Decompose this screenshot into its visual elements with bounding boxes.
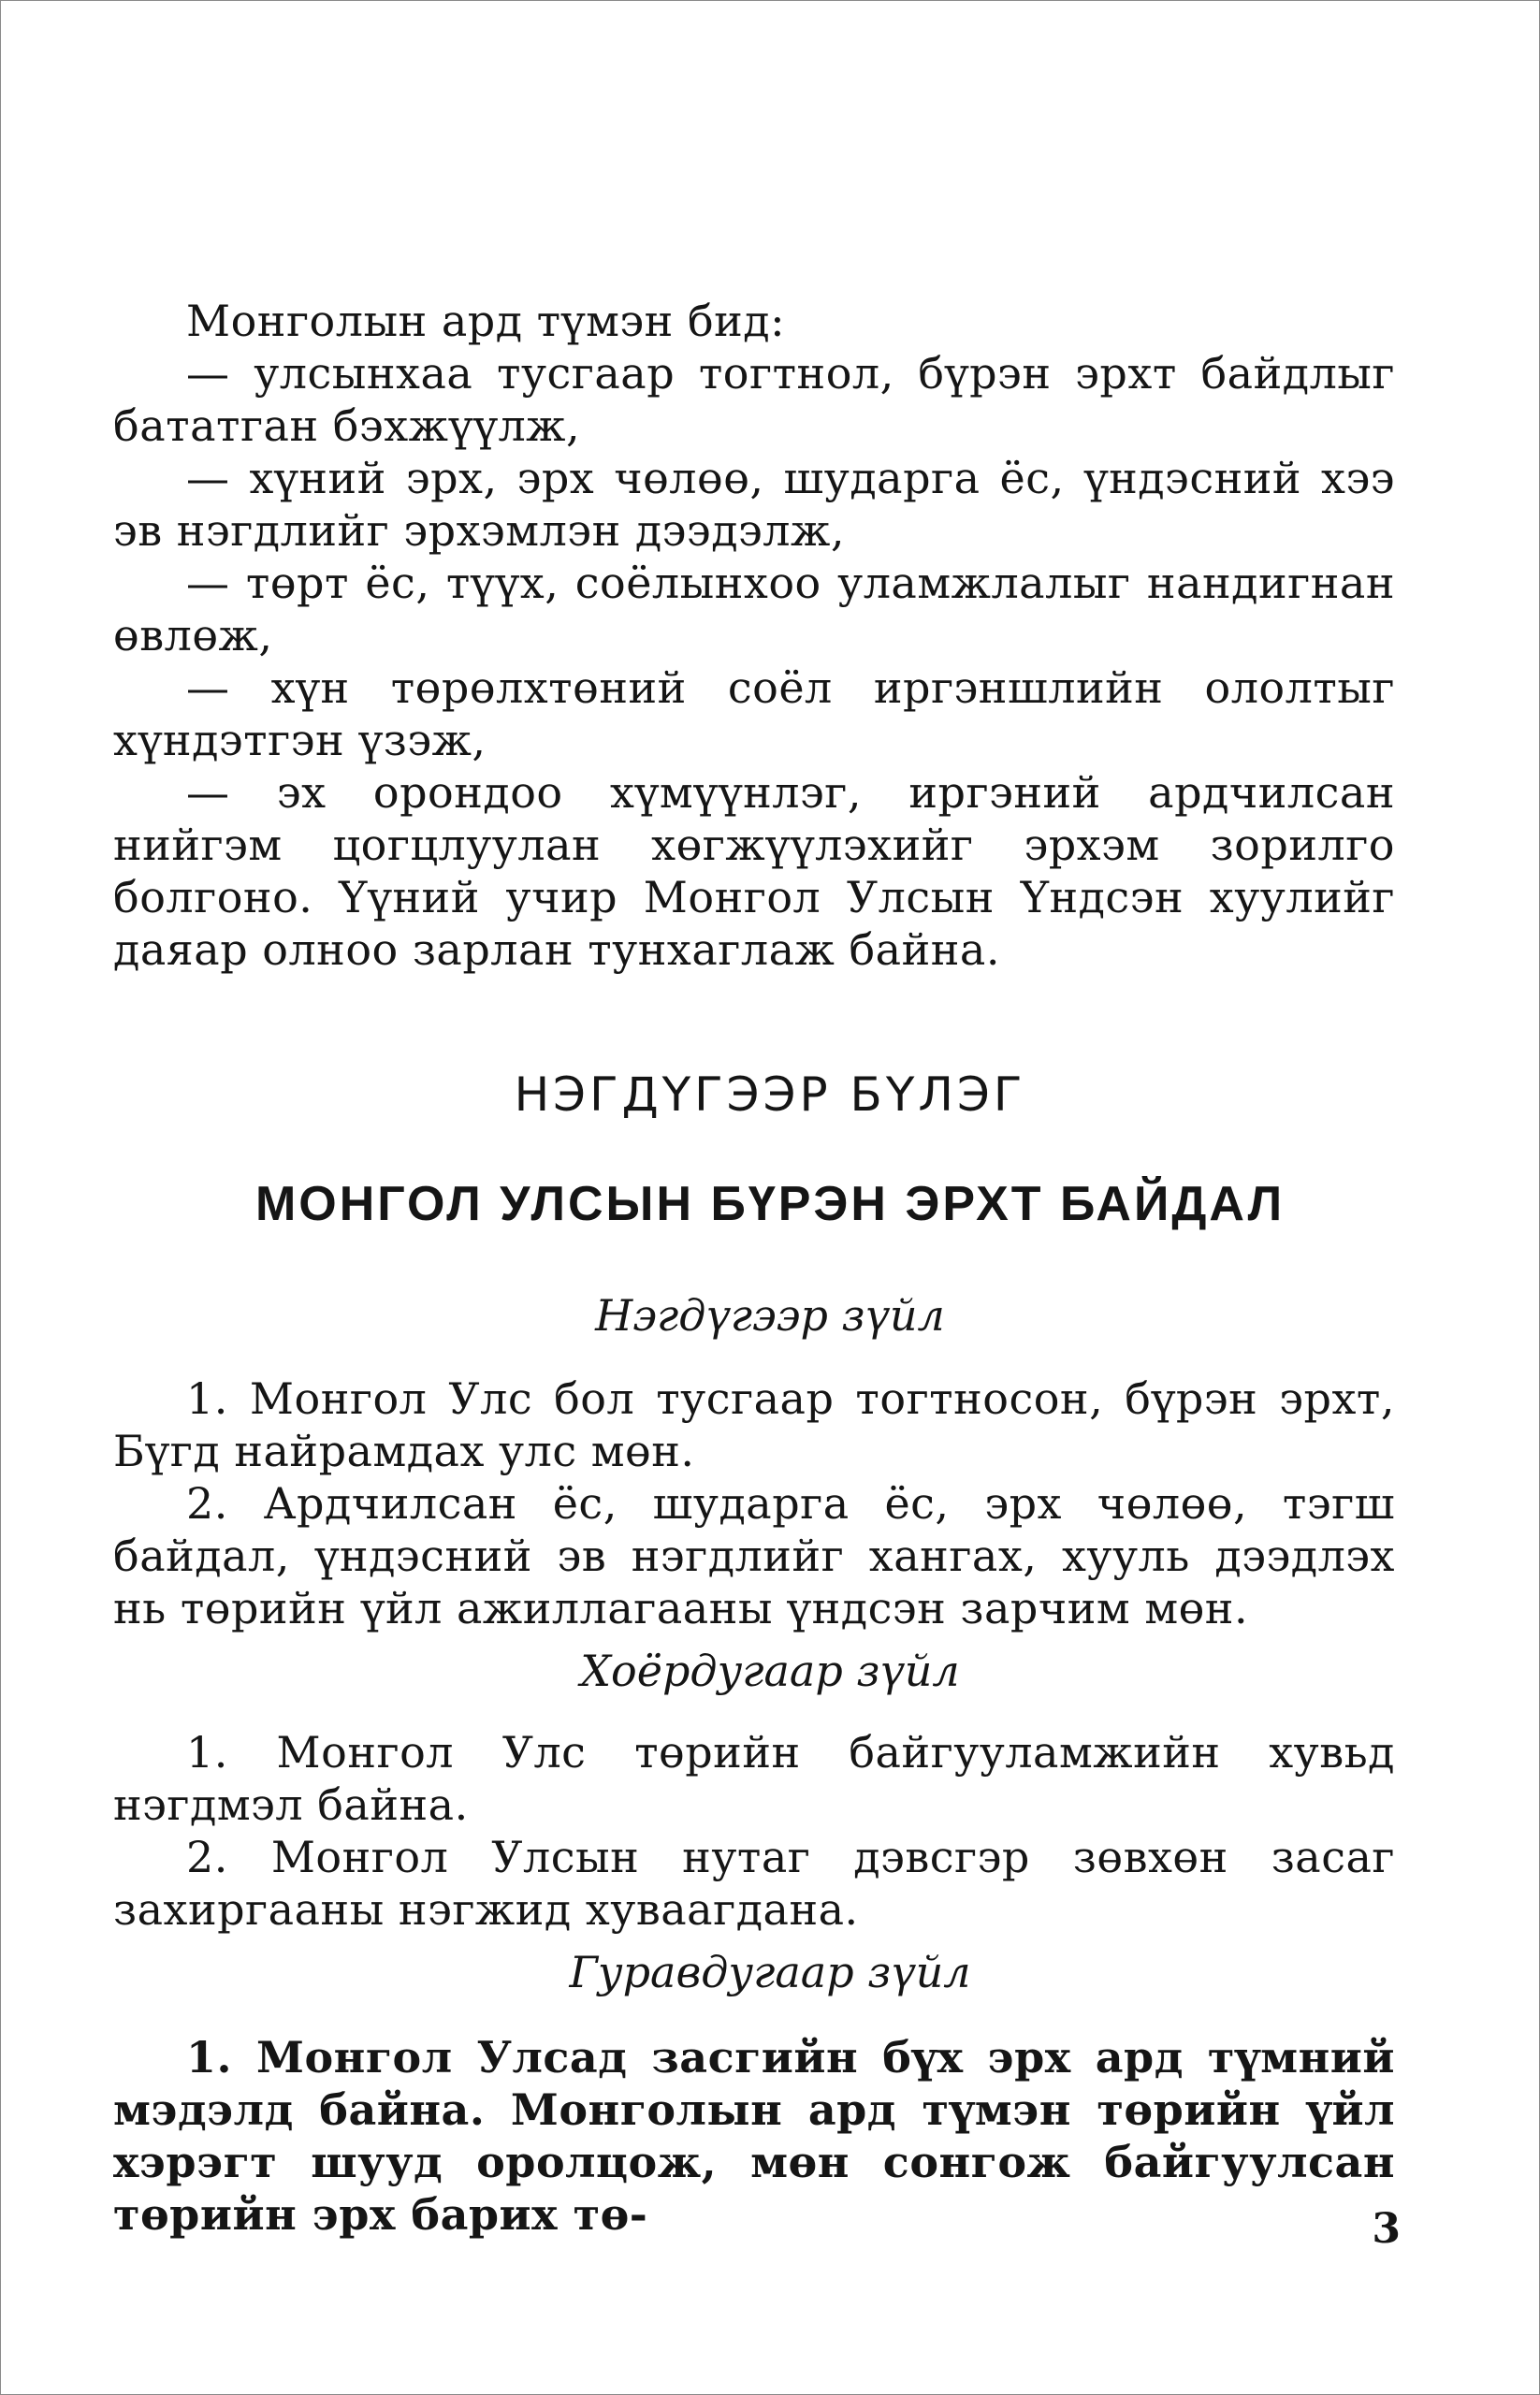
chapter-heading: МОНГОЛ УЛСЫН БҮРЭН ЭРХТ БАЙДАЛ	[254, 1177, 1286, 1231]
preamble-intro: Монголын ард түмэн бид:	[186, 296, 786, 346]
preamble-item: — төрт ёс, түүх, соёлынхоо уламжлалыг нандигнан өвлөж,	[113, 558, 1395, 660]
article-paragraph: 2. Монгол Улсын нутаг дэвсгэр зөвхөн засаг захиргааны нэгжид хуваагдана.	[113, 1832, 1395, 1935]
preamble-item: — хүний эрх, эрх чөлөө, шударга ёс, үндэсний хээ эв нэгдлийг эрхэмлэн дээдэлж,	[113, 453, 1395, 556]
article-paragraph: 2. Ардчилсан ёс, шударга ёс, эрх чөлөө, тэгш байдал, үндэсний эв нэгдлийг хангах, хууль дээдлэх нь төрийн үйл ажиллагааны үндсэн зарчим мөн.	[113, 1478, 1395, 1633]
article-body	[113, 1726, 1395, 1936]
article-body	[113, 1372, 1395, 1634]
article-title: Гуравдугаар зүйл	[569, 1947, 971, 1997]
article-body	[113, 2031, 1395, 2241]
chapter-number-title: НЭГДҮГЭЭР БҮЛЭГ	[514, 1067, 1026, 1122]
preamble	[113, 295, 1395, 976]
article-title: Нэгдүгээр зүйл	[595, 1290, 945, 1341]
preamble-item: — улсынхаа тусгаар тогтнол, бүрэн эрхт байдлыг бататган бэхжүүлж,	[113, 348, 1395, 451]
page-number: 3	[1372, 2205, 1401, 2253]
article-paragraph: 1. Монгол Улс төрийн байгууламжийн хувьд нэгдмэл байна.	[113, 1727, 1395, 1830]
preamble-item: — эх орондоо хүмүүнлэг, иргэний ардчилсан нийгэм цогцлуулан хөгжүүлэхийг эрхэм зорилго болгоно. Үүний учир Монгол Улсын Үндсэн хуулийг даяар олноо зарлан тунхаглаж байна.	[113, 767, 1395, 975]
article-paragraph: 1. Монгол Улс бол тусгаар тогтносон, бүрэн эрхт, Бүгд найрамдах улс мөн.	[113, 1373, 1395, 1476]
article-paragraph: 1. Монгол Улсад засгийн бүх эрх ард түмний мэдэлд байна. Монголын ард түмэн төрийн үйл хэрэгт шууд оролцож, мөн сонгож байгуулсан төрийн эрх барих тө-	[113, 2032, 1395, 2240]
preamble-item: — хүн төрөлхтөний соёл иргэншлийн ололтыг хүндэтгэн үзэж,	[113, 662, 1395, 765]
article-title: Хоёрдугаар зүйл	[580, 1646, 960, 1696]
